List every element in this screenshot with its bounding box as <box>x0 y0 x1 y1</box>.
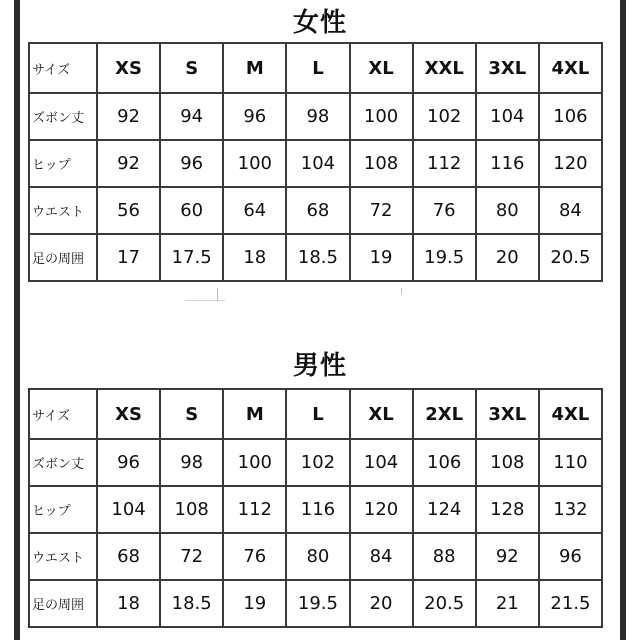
table-cell: 19.5 <box>413 234 476 281</box>
table-row <box>29 93 602 140</box>
men-size-table <box>28 388 603 628</box>
table-cell: 120 <box>539 140 602 187</box>
size-header-cell: S <box>160 389 223 439</box>
row-label-size: サイズ <box>29 43 97 93</box>
table-row <box>29 140 602 187</box>
scan-artifact-line <box>185 300 225 301</box>
table-cell: 18 <box>223 234 286 281</box>
table-cell: 112 <box>223 486 286 533</box>
row-label-foot-circumference: 足の周囲 <box>29 234 97 281</box>
size-header-cell: XL <box>350 389 413 439</box>
table-cell: 104 <box>476 93 539 140</box>
table-cell: 20 <box>350 580 413 627</box>
table-cell: 21 <box>476 580 539 627</box>
table-cell: 92 <box>97 93 160 140</box>
table-cell: 18.5 <box>160 580 223 627</box>
row-label-foot-circumference: 足の周囲 <box>29 580 97 627</box>
table-cell: 64 <box>223 187 286 234</box>
table-cell: 19 <box>350 234 413 281</box>
table-cell: 120 <box>350 486 413 533</box>
men-section-title: 男性 <box>292 351 347 381</box>
table-cell: 56 <box>97 187 160 234</box>
table-cell: 17 <box>97 234 160 281</box>
scan-artifact-line <box>401 288 402 294</box>
table-cell: 84 <box>539 187 602 234</box>
table-cell: 116 <box>286 486 349 533</box>
table-cell: 76 <box>223 533 286 580</box>
table-cell: 100 <box>350 93 413 140</box>
table-cell: 18 <box>97 580 160 627</box>
table-row <box>29 439 602 486</box>
table-cell: 18.5 <box>286 234 349 281</box>
row-label-waist: ウエスト <box>29 533 97 580</box>
table-cell: 68 <box>286 187 349 234</box>
table-cell: 96 <box>160 140 223 187</box>
table-cell: 106 <box>413 439 476 486</box>
size-header-cell: L <box>286 389 349 439</box>
left-frame-edge <box>14 0 20 640</box>
size-header-cell: M <box>223 389 286 439</box>
table-cell: 116 <box>476 140 539 187</box>
table-cell: 100 <box>223 140 286 187</box>
table-cell: 20.5 <box>539 234 602 281</box>
table-cell: 72 <box>350 187 413 234</box>
size-header-cell: S <box>160 43 223 93</box>
table-cell: 104 <box>97 486 160 533</box>
table-cell: 100 <box>223 439 286 486</box>
table-cell: 124 <box>413 486 476 533</box>
table-row <box>29 234 602 281</box>
size-header-cell: 4XL <box>539 389 602 439</box>
table-cell: 84 <box>350 533 413 580</box>
table-cell: 112 <box>413 140 476 187</box>
size-header-cell: XL <box>350 43 413 93</box>
table-cell: 20 <box>476 234 539 281</box>
row-label-hip: ヒップ <box>29 140 97 187</box>
row-label-pants-length: ズボン丈 <box>29 93 97 140</box>
right-frame-edge <box>620 0 626 640</box>
table-cell: 102 <box>286 439 349 486</box>
table-row <box>29 486 602 533</box>
size-header-cell: 3XL <box>476 389 539 439</box>
table-cell: 19 <box>223 580 286 627</box>
table-cell: 108 <box>476 439 539 486</box>
table-cell: 106 <box>539 93 602 140</box>
table-row <box>29 580 602 627</box>
row-label-size: サイズ <box>29 389 97 439</box>
size-header-cell: 3XL <box>476 43 539 93</box>
table-cell: 68 <box>97 533 160 580</box>
size-header-cell: XS <box>97 43 160 93</box>
table-cell: 76 <box>413 187 476 234</box>
size-header-cell: M <box>223 43 286 93</box>
table-cell: 88 <box>413 533 476 580</box>
row-label-waist: ウエスト <box>29 187 97 234</box>
women-section-title: 女性 <box>292 8 347 38</box>
table-cell: 104 <box>350 439 413 486</box>
size-header-cell: 2XL <box>413 389 476 439</box>
table-cell: 17.5 <box>160 234 223 281</box>
women-size-table <box>28 42 603 282</box>
table-cell: 132 <box>539 486 602 533</box>
table-cell: 96 <box>539 533 602 580</box>
table-cell: 128 <box>476 486 539 533</box>
table-cell: 21.5 <box>539 580 602 627</box>
size-header-cell: XS <box>97 389 160 439</box>
table-cell: 104 <box>286 140 349 187</box>
table-row <box>29 187 602 234</box>
table-cell: 92 <box>476 533 539 580</box>
table-cell: 80 <box>286 533 349 580</box>
table-cell: 20.5 <box>413 580 476 627</box>
table-cell: 96 <box>97 439 160 486</box>
size-header-cell: XXL <box>413 43 476 93</box>
table-row <box>29 533 602 580</box>
table-cell: 110 <box>539 439 602 486</box>
table-cell: 96 <box>223 93 286 140</box>
table-cell: 102 <box>413 93 476 140</box>
size-header-cell: 4XL <box>539 43 602 93</box>
table-cell: 72 <box>160 533 223 580</box>
table-cell: 98 <box>160 439 223 486</box>
table-cell: 98 <box>286 93 349 140</box>
table-cell: 92 <box>97 140 160 187</box>
table-cell: 80 <box>476 187 539 234</box>
table-row <box>29 389 602 439</box>
row-label-pants-length: ズボン丈 <box>29 439 97 486</box>
table-cell: 108 <box>160 486 223 533</box>
size-header-cell: L <box>286 43 349 93</box>
table-cell: 94 <box>160 93 223 140</box>
table-cell: 108 <box>350 140 413 187</box>
table-row <box>29 43 602 93</box>
table-cell: 19.5 <box>286 580 349 627</box>
table-cell: 60 <box>160 187 223 234</box>
row-label-hip: ヒップ <box>29 486 97 533</box>
